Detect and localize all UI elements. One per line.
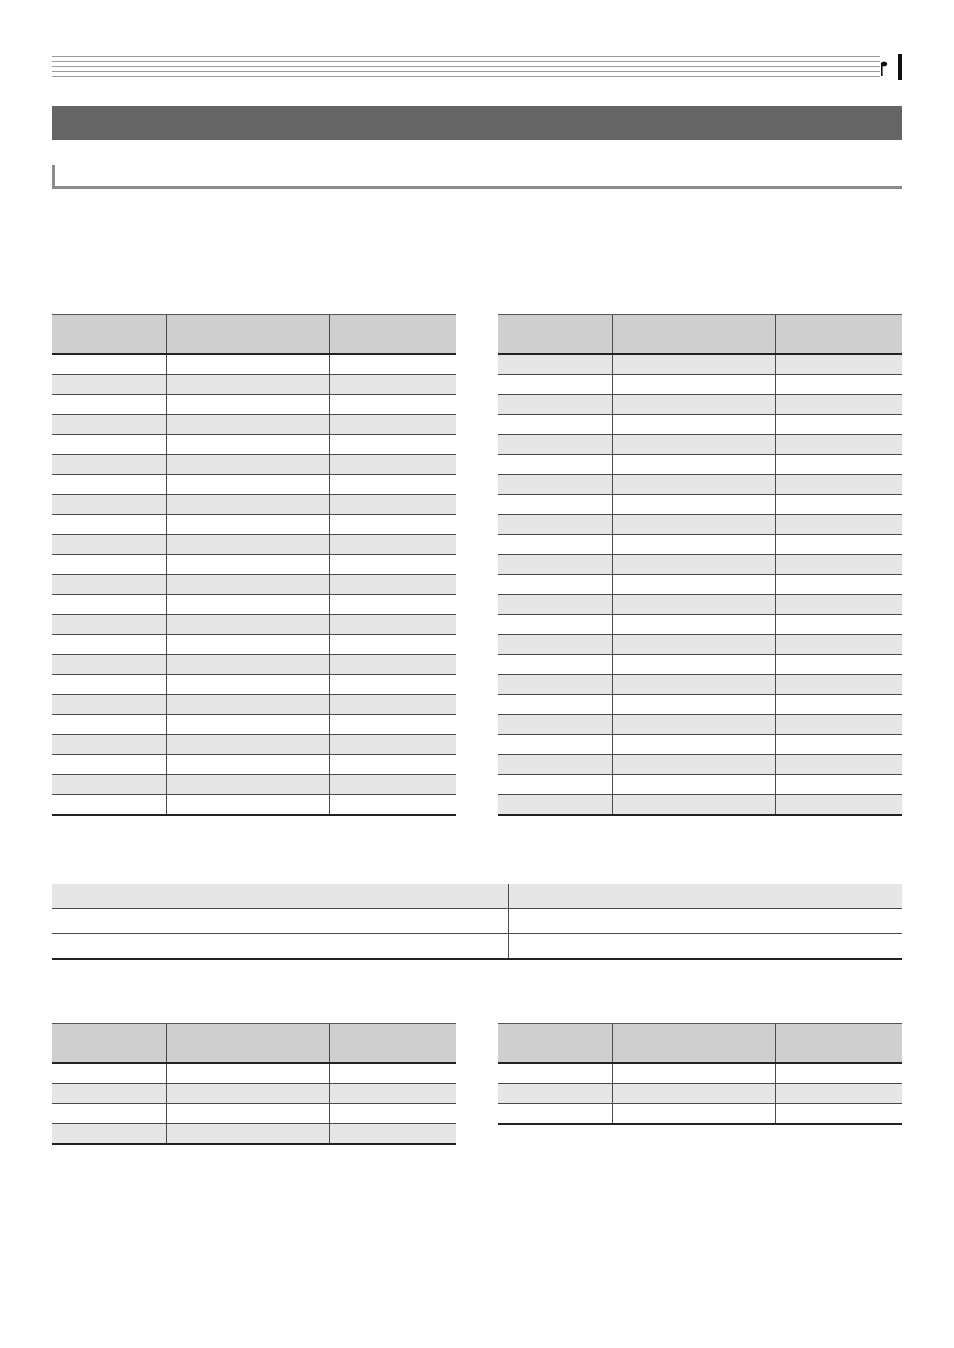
table-header-cell	[612, 315, 775, 355]
table-cell	[775, 435, 902, 455]
table-cell	[52, 655, 166, 675]
table-cell	[329, 495, 456, 515]
table-row	[498, 395, 902, 415]
table-cell	[329, 675, 456, 695]
table-row	[52, 615, 456, 635]
table-cell	[329, 735, 456, 755]
table-cell	[612, 375, 775, 395]
table-cell	[612, 735, 775, 755]
wide-table	[52, 884, 902, 960]
table-row	[498, 435, 902, 455]
table-cell	[166, 375, 329, 395]
table-cell	[775, 595, 902, 615]
table-cell	[329, 595, 456, 615]
table-row	[52, 675, 456, 695]
table-cell	[498, 515, 612, 535]
table-cell	[775, 475, 902, 495]
table-cell	[775, 695, 902, 715]
table-cell	[775, 575, 902, 595]
staff-end-bar	[898, 54, 902, 80]
tone-table-bottom-left	[52, 1023, 456, 1145]
table-header-cell	[612, 1024, 775, 1064]
table-cell	[166, 715, 329, 735]
table-cell	[329, 755, 456, 775]
table-cell	[52, 375, 166, 395]
table-row	[52, 635, 456, 655]
table-cell	[498, 615, 612, 635]
table-row	[498, 515, 902, 535]
table-cell	[166, 435, 329, 455]
table-cell	[166, 735, 329, 755]
table-cell	[775, 615, 902, 635]
table-cell	[498, 495, 612, 515]
table-cell	[166, 354, 329, 375]
table-header-cell	[329, 1024, 456, 1064]
table-cell	[166, 555, 329, 575]
table-cell	[498, 735, 612, 755]
table-cell	[775, 655, 902, 675]
table-row	[52, 595, 456, 615]
table-cell	[52, 515, 166, 535]
table-row	[52, 515, 456, 535]
table-cell	[329, 1104, 456, 1124]
table-cell	[612, 695, 775, 715]
table-cell	[166, 675, 329, 695]
table-row	[498, 415, 902, 435]
table-cell	[166, 515, 329, 535]
table-cell	[52, 415, 166, 435]
table-cell	[498, 1063, 612, 1084]
table-row	[52, 655, 456, 675]
table-cell	[775, 1104, 902, 1125]
table-row	[52, 1104, 456, 1124]
table-cell	[166, 615, 329, 635]
table-cell	[775, 354, 902, 375]
table-row	[52, 715, 456, 735]
table-row	[52, 475, 456, 495]
table-cell	[52, 435, 166, 455]
table-cell	[166, 1104, 329, 1124]
table-cell	[612, 1104, 775, 1125]
table-row	[52, 555, 456, 575]
table-cell	[612, 515, 775, 535]
table-row	[52, 415, 456, 435]
table-cell	[166, 695, 329, 715]
table-row	[498, 615, 902, 635]
table-cell	[498, 575, 612, 595]
table-header-cell	[775, 1024, 902, 1064]
table-cell	[612, 795, 775, 816]
table-cell	[166, 1063, 329, 1084]
table-cell	[166, 655, 329, 675]
table-cell	[612, 475, 775, 495]
table-cell	[329, 1124, 456, 1145]
table-cell	[612, 615, 775, 635]
table-cell	[329, 535, 456, 555]
table-cell	[166, 575, 329, 595]
header-staff-ornament	[52, 54, 902, 80]
tone-table-right	[498, 314, 902, 816]
table-row	[52, 354, 456, 375]
table-header-cell	[166, 315, 329, 355]
table-cell	[498, 395, 612, 415]
tone-table-left	[52, 314, 456, 816]
table-cell	[775, 535, 902, 555]
table-cell	[775, 495, 902, 515]
table-cell	[612, 595, 775, 615]
table-row	[52, 695, 456, 715]
table-cell	[329, 695, 456, 715]
table-row	[52, 1063, 456, 1084]
table-row	[498, 455, 902, 475]
table-cell	[166, 495, 329, 515]
table-cell	[612, 675, 775, 695]
table-cell	[498, 535, 612, 555]
table-row	[52, 455, 456, 475]
table-cell	[612, 395, 775, 415]
table-row	[52, 909, 902, 934]
table-cell	[775, 1084, 902, 1104]
table-cell	[329, 1084, 456, 1104]
section-heading-bar	[52, 106, 902, 140]
table-cell	[52, 635, 166, 655]
table-cell	[775, 375, 902, 395]
table-cell	[329, 575, 456, 595]
table-row	[498, 575, 902, 595]
table-cell	[612, 755, 775, 775]
table-row	[498, 755, 902, 775]
tone-table-bottom-right	[498, 1023, 902, 1125]
table-cell	[329, 455, 456, 475]
table-row	[52, 1084, 456, 1104]
table-cell	[612, 1063, 775, 1084]
table-cell	[166, 595, 329, 615]
table-cell	[166, 775, 329, 795]
table-cell	[612, 655, 775, 675]
table-row	[498, 715, 902, 735]
table-cell	[329, 435, 456, 455]
table-cell	[166, 415, 329, 435]
table-cell	[52, 715, 166, 735]
table-cell	[612, 715, 775, 735]
table-row	[498, 695, 902, 715]
table-cell	[775, 415, 902, 435]
table-cell	[775, 1063, 902, 1084]
table-cell	[166, 395, 329, 415]
table-cell	[52, 695, 166, 715]
table-cell	[775, 555, 902, 575]
table-cell	[166, 535, 329, 555]
table-cell	[498, 375, 612, 395]
table-cell	[498, 1104, 612, 1125]
table-cell	[612, 354, 775, 375]
table-row	[498, 475, 902, 495]
table-cell	[498, 715, 612, 735]
table-cell	[498, 455, 612, 475]
table-cell	[52, 775, 166, 795]
table-cell	[52, 934, 508, 960]
table-cell	[612, 455, 775, 475]
table-row	[498, 1063, 902, 1084]
table-cell	[612, 1084, 775, 1104]
table-row	[498, 1104, 902, 1125]
table-row	[498, 655, 902, 675]
table-cell	[329, 475, 456, 495]
table-cell	[329, 354, 456, 375]
table-row	[52, 735, 456, 755]
table-cell	[775, 635, 902, 655]
table-cell	[775, 755, 902, 775]
table-header-cell	[498, 315, 612, 355]
table-cell	[508, 934, 902, 960]
table-row	[52, 934, 902, 960]
table-row	[498, 795, 902, 816]
table-cell	[508, 884, 902, 909]
table-cell	[52, 455, 166, 475]
table-cell	[498, 555, 612, 575]
table-header-cell	[166, 1024, 329, 1064]
table-cell	[329, 715, 456, 735]
table-cell	[329, 375, 456, 395]
table-cell	[329, 795, 456, 816]
subsection-heading-rule	[52, 165, 902, 189]
table-row	[52, 1124, 456, 1145]
table-cell	[498, 635, 612, 655]
table-cell	[612, 535, 775, 555]
table-cell	[775, 795, 902, 816]
table-cell	[166, 455, 329, 475]
table-cell	[329, 615, 456, 635]
table-cell	[498, 655, 612, 675]
table-header-cell	[329, 315, 456, 355]
table-row	[52, 435, 456, 455]
table-cell	[166, 475, 329, 495]
table-row	[498, 535, 902, 555]
table-cell	[52, 795, 166, 816]
table-cell	[52, 1063, 166, 1084]
table-row	[52, 775, 456, 795]
table-header-cell	[52, 315, 166, 355]
table-cell	[612, 495, 775, 515]
table-row	[498, 555, 902, 575]
table-cell	[52, 475, 166, 495]
table-row	[498, 635, 902, 655]
table-cell	[166, 1084, 329, 1104]
table-cell	[52, 495, 166, 515]
table-row	[52, 495, 456, 515]
table-row	[52, 795, 456, 816]
table-row	[498, 375, 902, 395]
table-cell	[166, 755, 329, 775]
table-header-cell	[52, 1024, 166, 1064]
table-cell	[775, 675, 902, 695]
table-cell	[52, 755, 166, 775]
table-row	[52, 575, 456, 595]
table-cell	[52, 909, 508, 934]
table-cell	[52, 395, 166, 415]
music-note-icon	[880, 60, 888, 76]
table-cell	[166, 1124, 329, 1145]
table-cell	[52, 1124, 166, 1145]
table-header-cell	[498, 1024, 612, 1064]
table-cell	[52, 535, 166, 555]
table-row	[52, 755, 456, 775]
table-cell	[508, 909, 902, 934]
table-cell	[498, 755, 612, 775]
table-cell	[498, 795, 612, 816]
table-row	[498, 675, 902, 695]
table-cell	[52, 595, 166, 615]
table-cell	[775, 455, 902, 475]
table-row	[498, 735, 902, 755]
table-row	[498, 495, 902, 515]
table-cell	[775, 395, 902, 415]
table-cell	[498, 595, 612, 615]
table-cell	[612, 435, 775, 455]
table-row	[52, 375, 456, 395]
table-cell	[612, 415, 775, 435]
table-cell	[498, 775, 612, 795]
table-cell	[329, 655, 456, 675]
table-row	[52, 884, 902, 909]
table-row	[52, 395, 456, 415]
table-cell	[52, 675, 166, 695]
table-cell	[166, 795, 329, 816]
table-cell	[498, 354, 612, 375]
table-cell	[612, 635, 775, 655]
table-cell	[775, 715, 902, 735]
table-row	[498, 354, 902, 375]
table-cell	[329, 635, 456, 655]
table-cell	[498, 695, 612, 715]
table-cell	[52, 575, 166, 595]
table-cell	[498, 435, 612, 455]
table-cell	[775, 515, 902, 535]
table-cell	[775, 775, 902, 795]
table-cell	[498, 475, 612, 495]
table-cell	[52, 615, 166, 635]
table-cell	[498, 1084, 612, 1104]
table-cell	[612, 575, 775, 595]
table-cell	[612, 555, 775, 575]
table-cell	[166, 635, 329, 655]
table-header-cell	[775, 315, 902, 355]
table-cell	[498, 675, 612, 695]
table-row	[52, 535, 456, 555]
table-cell	[52, 555, 166, 575]
table-cell	[329, 775, 456, 795]
table-cell	[498, 415, 612, 435]
table-cell	[329, 515, 456, 535]
table-row	[498, 775, 902, 795]
table-cell	[775, 735, 902, 755]
table-cell	[52, 884, 508, 909]
table-cell	[612, 775, 775, 795]
table-cell	[329, 395, 456, 415]
table-cell	[52, 1084, 166, 1104]
table-cell	[52, 354, 166, 375]
table-row	[498, 1084, 902, 1104]
table-cell	[329, 1063, 456, 1084]
table-cell	[52, 1104, 166, 1124]
table-row	[498, 595, 902, 615]
table-cell	[52, 735, 166, 755]
table-cell	[329, 415, 456, 435]
table-cell	[329, 555, 456, 575]
